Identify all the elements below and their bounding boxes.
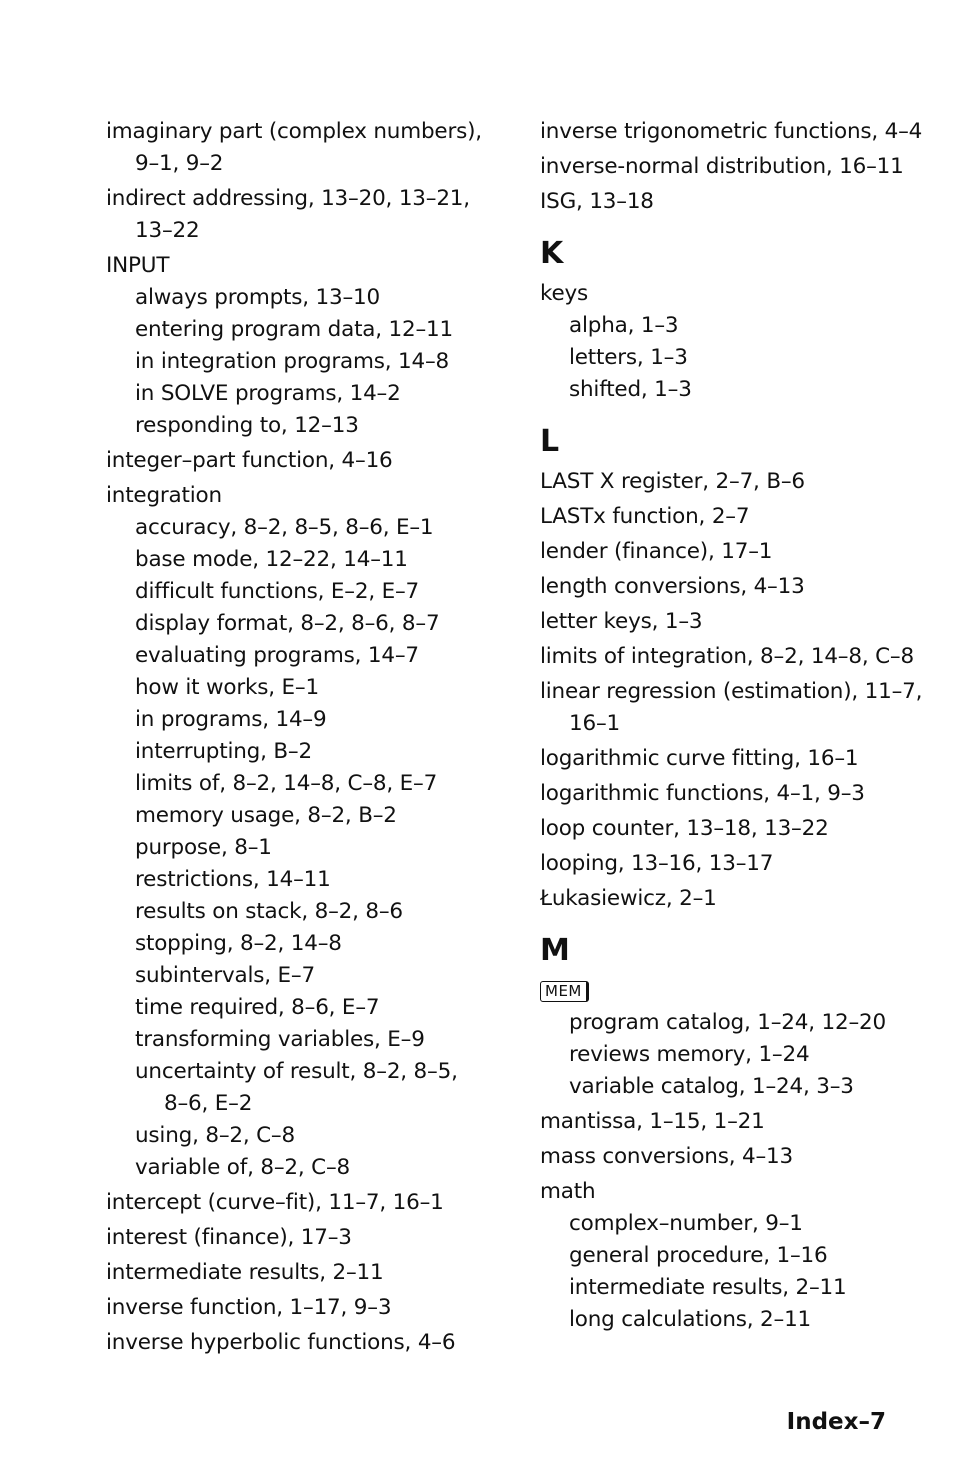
index-subentry: accuracy, 8–2, 8–5, 8–6, E–1 xyxy=(135,515,434,540)
index-subentry: limits of, 8–2, 14–8, C–8, E–7 xyxy=(135,771,438,796)
index-entry: looping, 13–16, 13–17 xyxy=(540,851,774,876)
section-letter-heading: L xyxy=(540,424,560,459)
index-subentry: in SOLVE programs, 14–2 xyxy=(135,381,401,406)
index-entry: inverse hyperbolic functions, 4–6 xyxy=(106,1330,456,1355)
index-subentry: letters, 1–3 xyxy=(569,345,688,370)
index-entry: inverse-normal distribution, 16–11 xyxy=(540,154,904,179)
index-subentry: reviews memory, 1–24 xyxy=(569,1042,810,1067)
index-subentry: entering program data, 12–11 xyxy=(135,317,454,342)
index-subentry: intermediate results, 2–11 xyxy=(569,1275,847,1300)
index-entry: length conversions, 4–13 xyxy=(540,574,805,599)
index-entry: indirect addressing, 13–20, 13–21, xyxy=(106,186,470,211)
index-subentry: uncertainty of result, 8–2, 8–5, xyxy=(135,1059,458,1084)
index-entry: lender (finance), 17–1 xyxy=(540,539,773,564)
index-column-right xyxy=(540,116,923,1336)
index-entry: letter keys, 1–3 xyxy=(540,609,703,634)
index-subentry: results on stack, 8–2, 8–6 xyxy=(135,899,403,924)
mem-key-icon: MEM xyxy=(540,981,589,1002)
index-entry-key xyxy=(540,975,920,1007)
index-subentry: long calculations, 2–11 xyxy=(569,1307,812,1332)
index-subentry: how it works, E–1 xyxy=(135,675,319,700)
index-subentry: evaluating programs, 14–7 xyxy=(135,643,419,668)
index-subentry: shifted, 1–3 xyxy=(569,377,692,402)
index-entry: integer–part function, 4–16 xyxy=(106,448,393,473)
index-entry: LAST X register, 2–7, B–6 xyxy=(540,469,805,494)
index-subentry: purpose, 8–1 xyxy=(135,835,272,860)
index-entry: interest (finance), 17–3 xyxy=(106,1225,352,1250)
index-entry: math xyxy=(540,1179,596,1204)
index-subentry: alpha, 1–3 xyxy=(569,313,679,338)
index-subentry: general procedure, 1–16 xyxy=(569,1243,828,1268)
index-subentry: responding to, 12–13 xyxy=(135,413,359,438)
index-subentry: program catalog, 1–24, 12–20 xyxy=(569,1010,886,1035)
index-entry: mantissa, 1–15, 1–21 xyxy=(540,1109,765,1134)
index-subentry: stopping, 8–2, 14–8 xyxy=(135,931,342,956)
index-entry: LASTx function, 2–7 xyxy=(540,504,750,529)
index-subentry: 8–6, E–2 xyxy=(164,1091,253,1116)
index-entry: imaginary part (complex numbers), xyxy=(106,119,482,144)
index-entry: intermediate results, 2–11 xyxy=(106,1260,384,1285)
index-subentry: subintervals, E–7 xyxy=(135,963,315,988)
index-entry: inverse trigonometric functions, 4–4 xyxy=(540,119,923,144)
index-entry: limits of integration, 8–2, 14–8, C–8 xyxy=(540,644,914,669)
section-letter-heading: K xyxy=(540,236,564,271)
index-entry: logarithmic curve fitting, 16–1 xyxy=(540,746,859,771)
index-subentry: transforming variables, E–9 xyxy=(135,1027,425,1052)
index-entry: INPUT xyxy=(106,253,170,278)
index-entry: linear regression (estimation), 11–7, xyxy=(540,679,923,704)
index-entry: integration xyxy=(106,483,222,508)
index-subentry: 9–1, 9–2 xyxy=(135,151,224,176)
index-subentry: time required, 8–6, E–7 xyxy=(135,995,380,1020)
index-entry: keys xyxy=(540,281,589,306)
index-column-left xyxy=(106,116,516,1359)
index-entry: logarithmic functions, 4–1, 9–3 xyxy=(540,781,865,806)
index-entry: mass conversions, 4–13 xyxy=(540,1144,793,1169)
index-subentry: display format, 8–2, 8–6, 8–7 xyxy=(135,611,440,636)
index-subentry: in programs, 14–9 xyxy=(135,707,327,732)
index-subentry: 13–22 xyxy=(135,218,200,243)
index-entry: inverse function, 1–17, 9–3 xyxy=(106,1295,392,1320)
index-subentry: always prompts, 13–10 xyxy=(135,285,380,310)
index-entry: intercept (curve–fit), 11–7, 16–1 xyxy=(106,1190,444,1215)
index-subentry: restrictions, 14–11 xyxy=(135,867,331,892)
index-subentry: memory usage, 8–2, B–2 xyxy=(135,803,397,828)
index-subentry: in integration programs, 14–8 xyxy=(135,349,450,374)
index-subentry: variable of, 8–2, C–8 xyxy=(135,1155,350,1180)
index-entry: ISG, 13–18 xyxy=(540,189,654,214)
index-subentry: 16–1 xyxy=(569,711,620,736)
index-entry: Łukasiewicz, 2–1 xyxy=(540,886,717,911)
index-subentry: base mode, 12–22, 14–11 xyxy=(135,547,408,572)
index-subentry: complex–number, 9–1 xyxy=(569,1211,803,1236)
index-subentry: variable catalog, 1–24, 3–3 xyxy=(569,1074,854,1099)
page-number: Index–7 xyxy=(786,1409,886,1435)
index-subentry: difficult functions, E–2, E–7 xyxy=(135,579,420,604)
index-subentry: using, 8–2, C–8 xyxy=(135,1123,295,1148)
index-entry: loop counter, 13–18, 13–22 xyxy=(540,816,829,841)
index-subentry: interrupting, B–2 xyxy=(135,739,312,764)
section-letter-heading: M xyxy=(540,933,570,968)
